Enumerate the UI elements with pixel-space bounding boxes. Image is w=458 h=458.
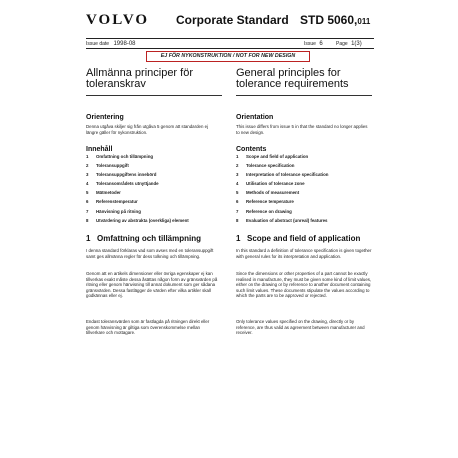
- toc-item-label: Interpretation of tolerance specification: [246, 172, 329, 178]
- not-for-new-design-notice: EJ FÖR NYKONSTRUKTION / NOT FOR NEW DESIGN: [146, 51, 310, 62]
- toc-item-number: 8: [86, 217, 89, 223]
- toc-item: [86, 188, 226, 197]
- toc-item-label: Hänvisning på ritning: [96, 208, 141, 214]
- toc-item-number: 2: [86, 163, 89, 169]
- toc-item-label: Tolerance specification: [246, 163, 295, 169]
- page-value: 1(3): [351, 41, 362, 47]
- swedish-section-1-paragraph-3: Endast toleransvärden som är fastlagda på ritningen direkt eller genom hänvisning är giltiga som överenskommelse mellan tillverkare och mottagare.: [86, 319, 210, 336]
- toc-item-label: Evaluation of abstract (unreal) features: [246, 217, 328, 223]
- toc-item-label: Omfattning och tillämpning: [96, 154, 154, 159]
- document-type: Corporate Standard: [176, 13, 289, 27]
- english-section-1-paragraph-3: Only tolerance values specified on the drawing, directly or by reference, are thus valid as agreement between manufacturer and receiver.: [236, 319, 365, 336]
- toc-item: [86, 170, 226, 179]
- issue-date-label: Issue date: [86, 41, 110, 47]
- swedish-title-rule: [86, 95, 222, 96]
- standard-number-suffix: 011: [357, 17, 371, 26]
- toc-item-label: Toleransområdets utnyttjande: [96, 181, 159, 187]
- toc-item: [236, 152, 376, 161]
- page-label: Page: [336, 41, 348, 47]
- issue-meta: [304, 41, 323, 47]
- toc-item-number: 6: [236, 199, 239, 205]
- swedish-toc: [86, 152, 226, 225]
- toc-item: [86, 179, 226, 188]
- english-contents-heading: Contents: [236, 146, 267, 153]
- english-section-1-title: Scope and field of application: [247, 234, 361, 243]
- standard-number-main: STD 5060,: [300, 13, 358, 27]
- english-orientation-text: This issue differs from issue 5 in that the standard no longer applies to new design.: [236, 124, 368, 135]
- toc-item-number: 5: [86, 190, 89, 196]
- standard-number: [300, 13, 370, 27]
- english-section-1-paragraph-2: Since the dimensions or other properties of a part cannot be exactly realised in manufacture, they must be given some kind of limit values, either on the drawing or by reference to another document containing such limit values. These documents stipulate the values according to which the parts are to be approved or rejected.: [236, 271, 372, 299]
- toc-item: [236, 216, 376, 225]
- toc-item-number: 7: [86, 208, 89, 214]
- volvo-logo: VOLVO: [86, 12, 150, 28]
- toc-item: [86, 197, 226, 206]
- header-rule: [86, 38, 374, 39]
- swedish-section-1-number: 1: [86, 234, 91, 243]
- english-section-1-paragraph-1: In this standard a definition of tolerance specification is given together with general rules for its interpretation and application.: [236, 248, 372, 259]
- english-section-1-heading: [236, 234, 360, 243]
- toc-item-label: Methods of measurement: [246, 190, 300, 196]
- meta-rule: [86, 48, 374, 49]
- toc-item-label: Scope and field of application: [246, 154, 309, 159]
- toc-item-number: 5: [236, 190, 239, 196]
- toc-item-label: Toleransuppgiftens innebörd: [96, 172, 157, 178]
- english-column: [236, 68, 372, 96]
- toc-item-label: Toleransuppgift: [96, 163, 129, 169]
- swedish-title: Allmänna principer för toleranskrav: [86, 67, 193, 90]
- swedish-orientation-text: Denna utgåva skiljer sig från utgåva 5 genom att standarden ej längre gäller för nykonstruktion.: [86, 124, 209, 135]
- english-title-rule: [236, 95, 372, 96]
- toc-item: [236, 170, 376, 179]
- toc-item-label: Reference temperature: [246, 199, 294, 205]
- swedish-section-1-heading: [86, 234, 201, 243]
- swedish-section-1-title: Omfattning och tillämpning: [97, 234, 201, 243]
- issue-date-meta: [86, 41, 136, 47]
- toc-item-number: 8: [236, 217, 239, 223]
- issue-date-value: 1998-08: [113, 41, 136, 47]
- toc-item-number: 6: [86, 199, 89, 205]
- toc-item-label: Mätmetoder: [96, 190, 121, 196]
- english-title: General principles for tolerance requirements: [236, 67, 349, 90]
- issue-value: 6: [319, 41, 323, 47]
- toc-item: [236, 197, 376, 206]
- toc-item: [236, 188, 376, 197]
- toc-item-number: 2: [236, 163, 239, 169]
- swedish-contents-heading: Innehåll: [86, 146, 113, 153]
- toc-item: [236, 161, 376, 170]
- toc-item: [86, 161, 226, 170]
- page-meta: [336, 41, 362, 47]
- swedish-column: [86, 68, 222, 96]
- toc-item-label: Utvärdering av abstrakta (overkliga) element: [96, 217, 189, 223]
- toc-item-number: 7: [236, 208, 239, 214]
- toc-item: [86, 207, 226, 216]
- swedish-orientation-heading: Orientering: [86, 114, 124, 121]
- toc-item: [236, 207, 376, 216]
- toc-item: [236, 179, 376, 188]
- toc-item: [86, 152, 226, 161]
- toc-item: [86, 216, 226, 225]
- toc-item-number: 3: [236, 172, 239, 178]
- english-toc: [236, 152, 376, 225]
- toc-item-label: Referenstemperatur: [96, 199, 138, 205]
- english-section-1-number: 1: [236, 234, 241, 243]
- toc-item-number: 1: [236, 154, 239, 159]
- toc-item-number: 4: [236, 181, 239, 187]
- swedish-section-1-paragraph-2: Genom att en artikels dimensioner eller övriga egenskaper ej kan tillverkas exakt måste dessa åsättas någon form av gränsvärden på ritning eller genom hänvisning till annat dokument som ger sådana gränsvärden. Dessa fastlägger de värden efter vilka artikler skall godkännas eller ej.: [86, 271, 218, 299]
- issue-label: Issue: [304, 41, 316, 47]
- toc-item-number: 1: [86, 154, 89, 159]
- swedish-section-1-paragraph-1: I denna standard förklaras vad som avses med en toleransuppgift samt ges allmänna regler för dess tolkning och tillämpning.: [86, 248, 214, 259]
- english-orientation-heading: Orientation: [236, 114, 274, 121]
- toc-item-label: Reference on drawing: [246, 208, 292, 214]
- toc-item-number: 3: [86, 172, 89, 178]
- toc-item-number: 4: [86, 181, 89, 187]
- toc-item-label: Utilisation of tolerance zone: [246, 181, 305, 187]
